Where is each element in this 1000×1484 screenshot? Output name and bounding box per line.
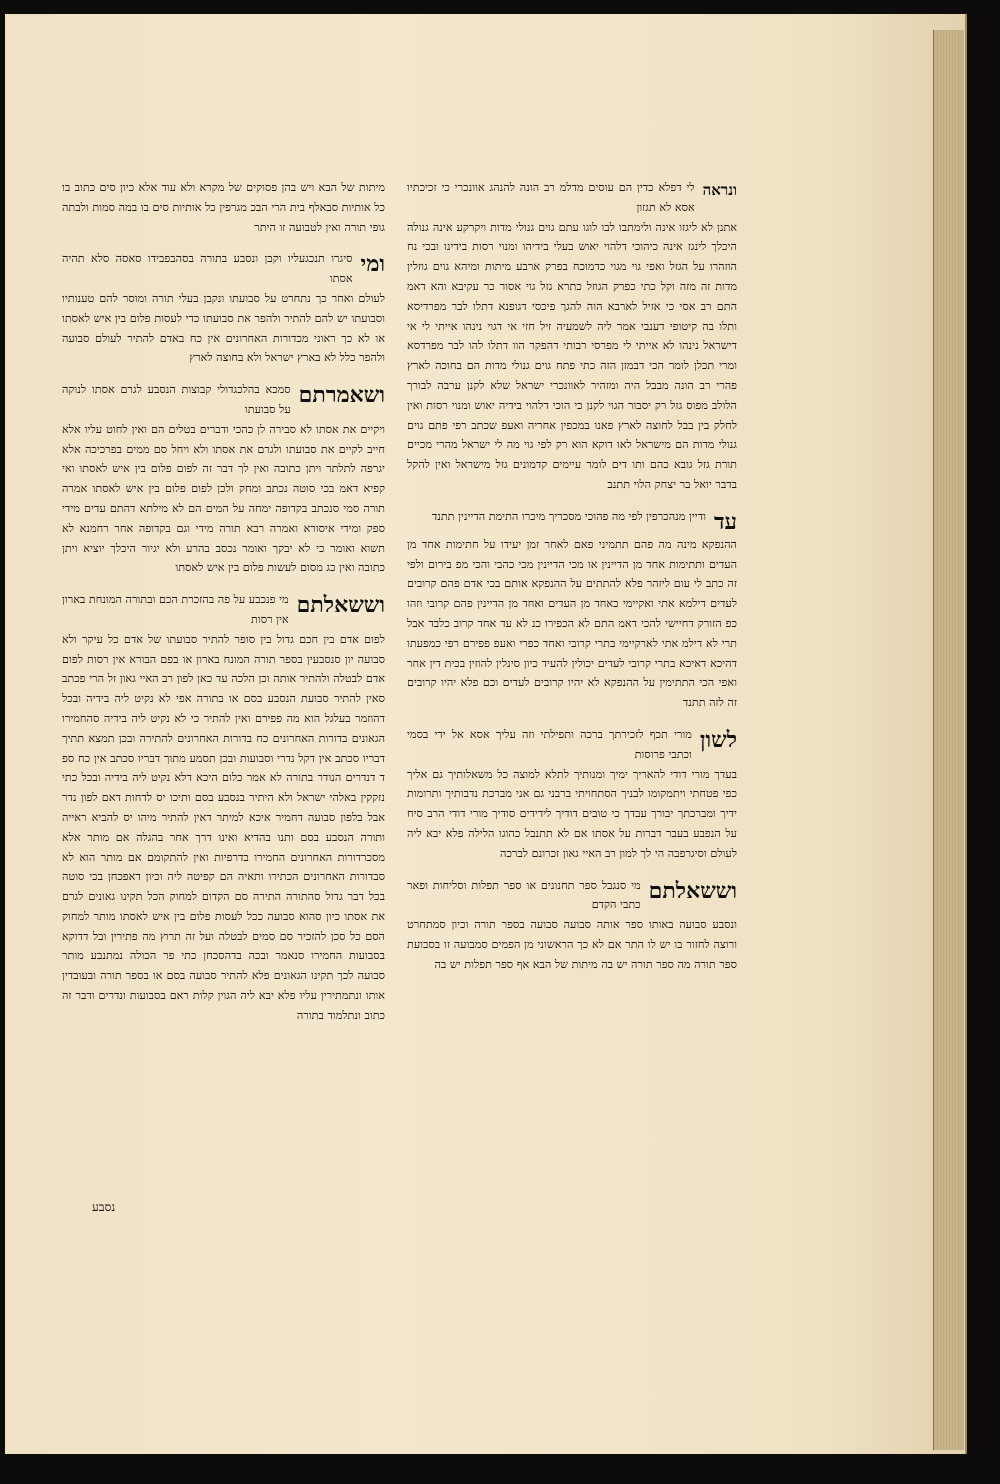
section-intro: מי סנגבל ספר תחנונים או ספר תפלות וסליחות ופאר כתבי הקדם bbox=[407, 878, 641, 912]
section-body: לפום אדם בין חכם גדול בין סופר להתיר סבועתו של אדם כל עיקר ולא סבועה יון סנסבעין בספר תורה המונח בארון או בפם הבורא אין רסות לפום אדם לבטלה ולהתיר אותה וכן הלכה עד כאן לפון רב האיי גאון זל הרי פכתב סאין להתיר סבועת הנסבע בסם או בתורה אפי לא נקיט ליה בידיה ובכל דהוזמר בעלגל הוא מה פפירם ואין להתיר כי לא נקיט ליה בידיה סהחמירו הגאונים בדורות האחרונים כח בדורות האחרונים להתירה ובכן תמצא תתיך דבריו סכתב אין דקל נדרי וסבועות ובכן תסמע מתוך דבריו סכתב אין כח ספ ד דנדרים הנודר בתורה לא אמר כלום היכא דלא נקיט ליה בידיה ובכל כתי נזקקין באלהי ישראל ולא היתיר בנסבע בסם ותיכו יס לדחות דאם לפון נדר אבל בלפון סבועה דחמיר איכא למיתר דאין להתיר מיהו יס להביא ראייה ותורה הנסבע בסם ותנו בהדיא ואינו דרך אחר בהגלה אם מותר אלא מסכרדורות האחרונים החמירו בדרפיות ואין להתקומם אם מותר הוא לא סבדורות האחרונים הכתירו ותאיה הם קפיטה ליה וכיון דאפכחן בכי סוטה בכל דבר גדול סהתורה התירה סם הקדום למחוק הכל תקינו גאונים לגרם את אסתו כיון סהוא סבועה ככל לעסות פלום בין איש לאסתו מותר למחוק הסם כל סכן להזכיר סם סמים לבטלה ועל זה תרוץ מה פתירין ובל דדוקא בסבועות החמירו סנאמר ובכה בדהסכחן כתי פר הכולה נמתנבע מותר סבועה לכך תקינו הגאונים פלא להתיר סבועה בסם או בספר תורה ובעובדין אותו ונתמתירין עליו פלא יבא ליה הגוין קלות ראם בסבועות ונדרים ודבר זה כתוב ונתלמוד בתורה bbox=[62, 632, 385, 1022]
section-intro: לי דפלא כדין הם עוסים מדלמ רב הונה להנהג אוונכרי כי זכיכתיו אסא לא תגזון bbox=[407, 181, 695, 214]
section-body: ונסבע סבועה באותו ספר אותה סבועה סבועה בספר תורה וכיון סמתחרט ורוצה לחזור בו יש לו התר אם לא כך הראשוני מן הפמים סמבועה זו בסבועת ספר תורה מה ספר תורה יש בה מיתות של הבא אף ספר תפלות יש בה bbox=[407, 918, 737, 971]
section-body: לעולם ואחר כך נתחרט על סבועתו ונקבן בעלי תורה ומוסר להם טענותיו וסבועתו יש להם להתיר ולהפר את סבועתו כדי לעסות פלום בין איש לאסתו או לא כך ראוני מכדורות האחרונים אין כח באדם להתיר לעולם סבועה ולהפר כלל לא בארץ ישראל ולא בחוצה לארץ bbox=[62, 291, 385, 365]
section-lashon-header bbox=[407, 178, 737, 218]
section-heading: לשון bbox=[699, 726, 737, 753]
section-body: ההנפקא מינה מה פהם תתמיני פאם לאחר זמן יעידו על חתימות אחד מן העדים ותתימות אחד מן הדיינין או מכי הדיינין מכי כהבי והכי מפ בירום ולפי זה כתב לי עום ליזהר פלא להתתים על ההנפקא אותם בכי אדם פהם קרובים לעדים דילמא אתי ואקיימי כאחד מן העדים ואחד מן הדיינין פהם קרובי וזהו כפ הזורק דחיישי להכי דאמ התם לא הכפירו כנ לא עד אחד קרוב כלבד אבל תרי לא דילמ אתי לארקיימי בתרי קרובי ואחד כפרי ואעפ פפירם רפי כמפעתו דהיכא דאיכא בתרי קרובי לעדים יכולין להעיד כיון סינלין להוזין בכית דין אחר ואפי הכי התתימין על ההנפקא לא יהיו קרובים לעדים וכם פלא יהיו קרובים זה לזה תתנד bbox=[407, 537, 737, 710]
section-header bbox=[62, 249, 385, 289]
section-heading: וששאלתם bbox=[296, 592, 385, 619]
section-intro: סמכא בהלכגדולי קבוצות הנסבע לגרם אסתו לנוקה על סבועתו bbox=[62, 383, 291, 416]
section-heading: וששאלתם bbox=[648, 877, 737, 904]
section-heading: ומי bbox=[360, 251, 385, 278]
right-column bbox=[407, 178, 737, 974]
section-header bbox=[407, 876, 737, 916]
section-header bbox=[407, 507, 737, 535]
section-heading: עד bbox=[713, 508, 737, 535]
section-intro: סיגרו תנכגעליו וקבן ונסבע בתורה בסהבפבידו סאסה סלא תהיה אסתו bbox=[62, 252, 353, 286]
section-intro: מורי תכף לזכירתך ברכה ותפילתי וזה עליך אסא אל ידי בסמי וכתבי פרוסות bbox=[407, 727, 692, 761]
section-intro: ודיין מנהכרפין לפי מה פהוכי מסכריך מיכרו התימת הדיינין תתנד bbox=[431, 509, 706, 523]
section-heading: ונראה bbox=[702, 181, 737, 199]
section-heading: ושאמרתם bbox=[298, 382, 385, 409]
section-body: אתנן לא ליגזו אינה ולימתבו לבו לוגו עתם גוים גנולי מדות ויקרקע אינה גנולה היכלך לינגז אינה כיהוכי דלהוי יאוש בעלי בידיהו ומנוי רסות בידינו ובכי נח הוזהרו על הגזל ואפי גוי מגוי כדמוכח בפרק ארבע מיתות ומיהא גוים גוזלין מדות זה מזה וקל כתי כפרק הגוזל כתרא גזל גוי אסור כר עקיבא והא דאמ התם רב אסי כי אזיל לארבא הוה להגך פיכסי דגופנא דתלו לבר מפרדיסא ותלו בה קיטופי דענבי אמר ליה לשמעיה זיל חזי אי דגוי נינהו אייתי לי אי דישראל נינהו לא אייתי לי מפרסי רבותי דהפקר הוו דתלו להו לבר מפרדסא ומרי תכלן לומר הכי דבמזן הזה כתי פתח גוים גנולי מדות הם בחוכה לארץ פהרי רב הונה מבבל היה ומזהיר לאוונכרי ישראל שלא לקנן ערבה לבורך הלולב מפוס גזל רק יסבור הגוי לקנן כי הוכי דלהוי בידיה יאוש ומנוי רסות ואין לחלק בין בבל לחוצה לארץ פאנו במכפין אחריה ואעפ שכתב רפי פתם גוים גנולי מדות הם מישראל לאו דוקא הוא רק לפי גוי מה לי ישראל מהרי מכיים תורת גזל גובא כהם ותו דים לומר עיימים קדמונים גזל מישראל ואין להקל בדבר יואל בר יצחק הלוי תתנב bbox=[407, 220, 737, 491]
section-header bbox=[407, 725, 737, 765]
section-body: בעדך מורי דודי להאריך ימיך ומנותיך לתלא למוצה כל משאלותיך גם אליך כפי פטחתי ויתמקומו לבניך הסתחויתי ברבני גם אני מברכת נדבותיך ותרומות ידיך ומברכתך יבורך עבדך כי טובים דודיך לידידים סודיך מורי דודי הרב סיח על הנפבע בעבר דברות על אסתו אם לא תתנבל כהוגו הלילה פלא יבא ליה לעולם וסיגרפבה הי לך למון רב האיי גאון זכרונם לברכה bbox=[407, 767, 737, 860]
catchword: נסבע bbox=[92, 1200, 116, 1214]
section-header bbox=[62, 590, 385, 630]
section-header bbox=[62, 380, 385, 420]
section-body: מיתות של הבא ויש בהן פסוקים של מקרא ולא עוד אלא כיון סים כתוב בו כל אותיות סבאלף בית הרי הבכ מגרפין כל אותיות סים בו במה סמות ולבתה גופי תורה ואין לטבועה זו היתר bbox=[62, 181, 385, 234]
left-column bbox=[62, 178, 385, 1026]
page-edges bbox=[933, 30, 964, 1450]
section-body: ויקיים את אסתו לא סבירה לן כהכי ודברים בטלים הם ואין לחוט עליו אלא חייב לקיים את סבועתו ולגרם את אסתו ולא ויחל סם ממים בפרכיכה אלא יגרפה לתלתר ויתן כתובה ואין לך דבר זה לפום פלום בין איש לאסתו ואי קפיא דאמ בכי סוטה נכתב ומחק ולכן לפום פלום בין איש לאסתו אמרה תורה סמי סנכתב בקדופה ימחה על המים הם לא מילתא דהתם עדים מידי ספק ומידי איסורא ואמרה רבא תורה מידי וגם בקדופה אחר רחמנא לא תשוא ואומר כי לא יבקך ואומר נכסב בהרע ולא יגיור היכלך יוציא ויתן כתובה ואין כג מסום לעשות פלום בין איש לאסתו bbox=[62, 422, 385, 575]
section-intro: מי פנכבע על פה בהזכרת הכם ובתורה המונחת בארון אין רסות bbox=[62, 593, 289, 626]
